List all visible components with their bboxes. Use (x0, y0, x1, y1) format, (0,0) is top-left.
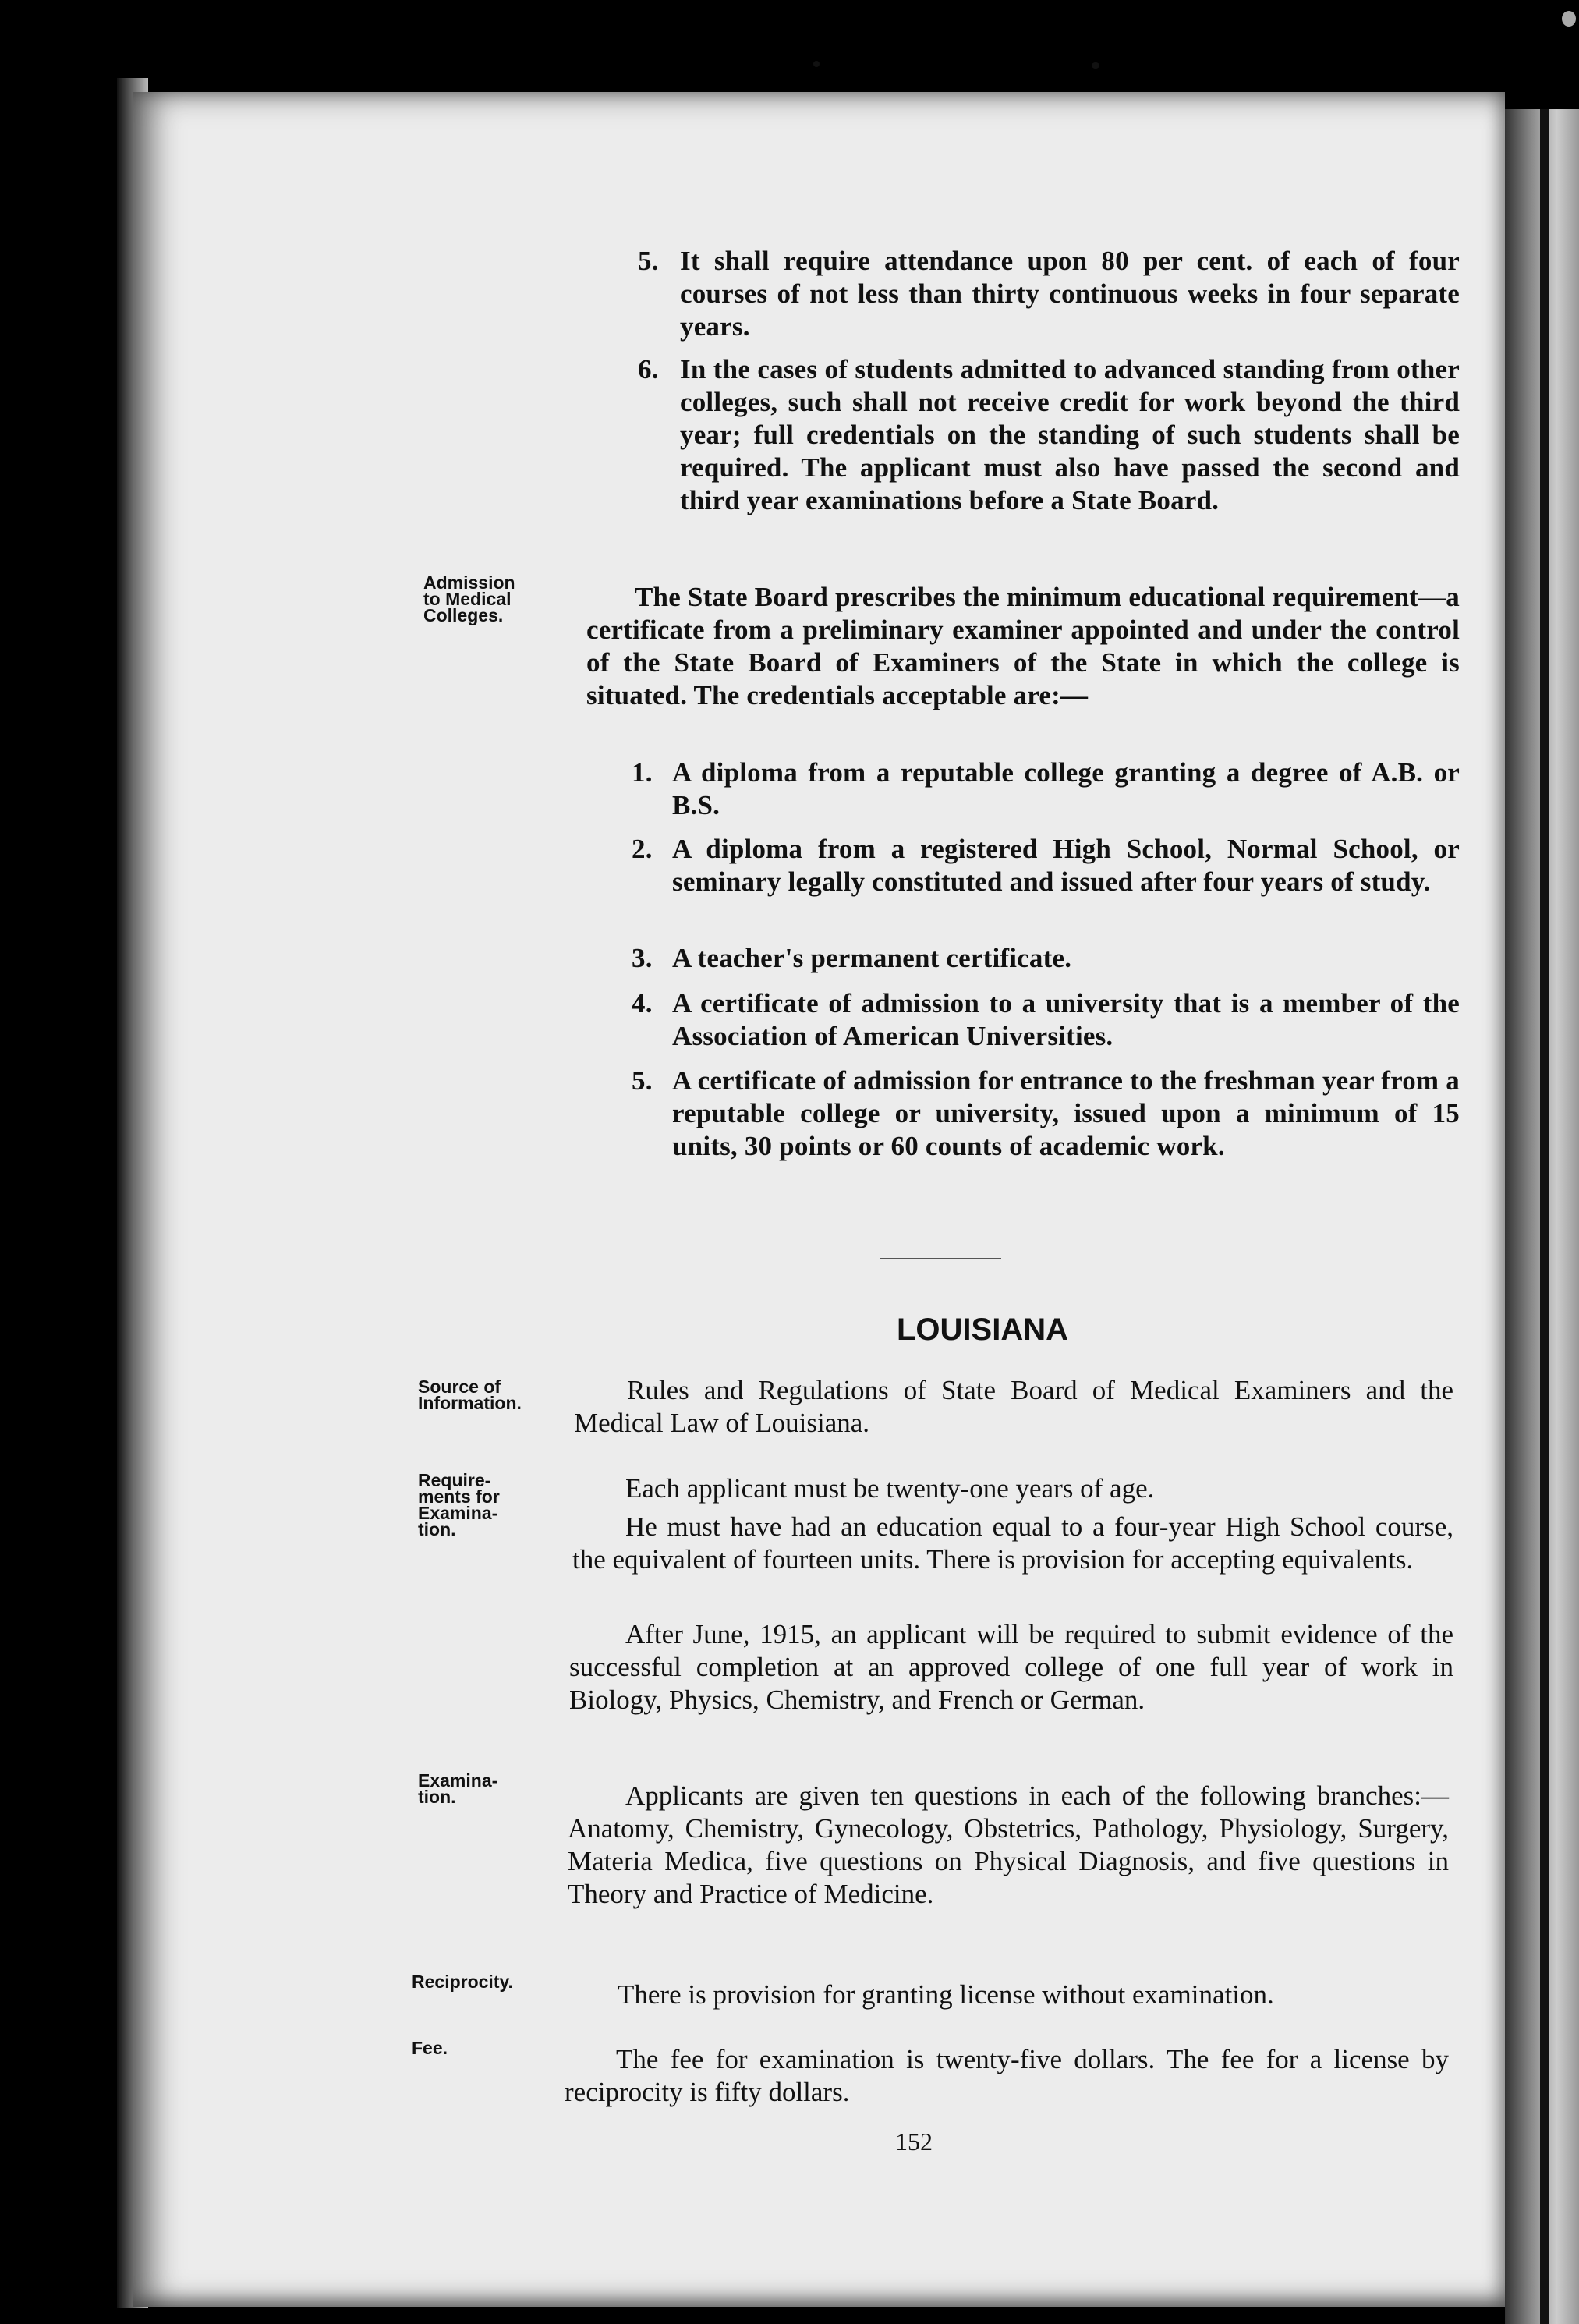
source-paragraph: Rules and Regulations of State Board of Medical Examiners and the Medical Law of Louisiana. (574, 1375, 1453, 1438)
requirements-paragraph: He must have had an education equal to a four-year High School course, the equivalent of fourteen units. There is provision for accepting equivalents. (572, 1511, 1453, 1575)
list-item-number: 4. (632, 988, 653, 1019)
sidenote-line: Source of (418, 1376, 501, 1397)
list-item-text: It shall require attendance upon 80 per cent. of each of four courses of not less than thirty continuous weeks in four separate years. (680, 246, 1460, 342)
list-item-text: A certificate of admission to a university that is a member of the Association of American Universities. (672, 988, 1460, 1051)
fee-paragraph: The fee for examination is twenty-five dollars. The fee for a license by reciprocity is fifty dollars. (565, 2044, 1449, 2107)
list-item-number: 1. (632, 757, 653, 788)
sidenote-reciprocity (412, 1974, 513, 1990)
scan-speck (813, 61, 820, 67)
list-item-number: 5. (632, 1065, 653, 1096)
sidenote-line: Information. (418, 1393, 522, 1413)
sidenote-line: Require- (418, 1470, 491, 1490)
list-item-text: A teacher's permanent certificate. (672, 943, 1072, 973)
sidenote-line: Examina- (418, 1503, 498, 1523)
list-item-text: A diploma from a reputable college granting a degree of A.B. or B.S. (672, 757, 1460, 820)
sidenote-source (418, 1376, 522, 1413)
list-item-number: 6. (638, 354, 659, 384)
page-gap (1540, 109, 1549, 2324)
section-divider (880, 1258, 1001, 1259)
sidenote-line: Fee. (412, 2038, 448, 2058)
page-number: 152 (895, 2127, 933, 2156)
reciprocity-paragraph: There is provision for granting license without examination. (618, 1979, 1274, 2010)
sidenote-fee (412, 2040, 448, 2057)
sidenote-line: Reciprocity. (412, 1972, 513, 1992)
sidenote-line: Admission (423, 572, 515, 593)
list-item-number: 3. (632, 943, 653, 973)
sidenote-examination (418, 1770, 498, 1807)
list-item-number: 2. (632, 834, 653, 864)
list-item-text: In the cases of students admitted to advanced standing from other colleges, such shall not receive credit for work beyond the third year; full credentials on the standing of such students shall be required. The applicant must also have passed the second and third year examinations before a State Board. (680, 354, 1460, 515)
sidenote-line: ments for (418, 1486, 500, 1507)
list-item-number: 5. (638, 246, 659, 276)
admission-paragraph: The State Board prescribes the minimum educational requirement—a certificate from a preliminary examiner appointed and under the control of the State Board of Examiners of the State in which the college is situated. The credentials acceptable are:— (586, 582, 1460, 710)
sidenote-line: tion. (418, 1519, 456, 1539)
scan-speck (1562, 11, 1576, 27)
list-item-text: A diploma from a registered High School, Normal School, or seminary legally constituted and issued after four years of study. (672, 834, 1460, 897)
sidenote-line: tion. (418, 1787, 456, 1807)
sidenote-requirements (418, 1472, 500, 1538)
examination-paragraph: Applicants are given ten questions in each of the following branches:—Anatomy, Chemistry, Gynecology, Obstetrics, Pathology, Physiology, Surgery, Materia Medica, five questions on Physical Diagnosis, and five questions in Theory and Practice of Medicine. (568, 1780, 1449, 1909)
requirements-paragraph: After June, 1915, an applicant will be required to submit evidence of the successful completion at an approved college of one full year of work in Biology, Physics, Chemistry, and French or German. (569, 1619, 1453, 1715)
sidenote-line: Colleges. (423, 605, 504, 625)
scan-speck (1092, 62, 1099, 69)
sidenote-line: to Medical (423, 589, 512, 609)
sidenote-admission (423, 572, 515, 625)
sidenote-line: Examina- (418, 1770, 498, 1791)
section-heading-louisiana: LOUISIANA (897, 1313, 1068, 1347)
requirements-paragraph: Each applicant must be twenty-one years of age. (625, 1473, 1155, 1504)
list-item-text: A certificate of admission for entrance to the freshman year from a reputable college or university, issued upon a minimum of 15 units, 30 points or 60 counts of academic work. (672, 1065, 1460, 1161)
